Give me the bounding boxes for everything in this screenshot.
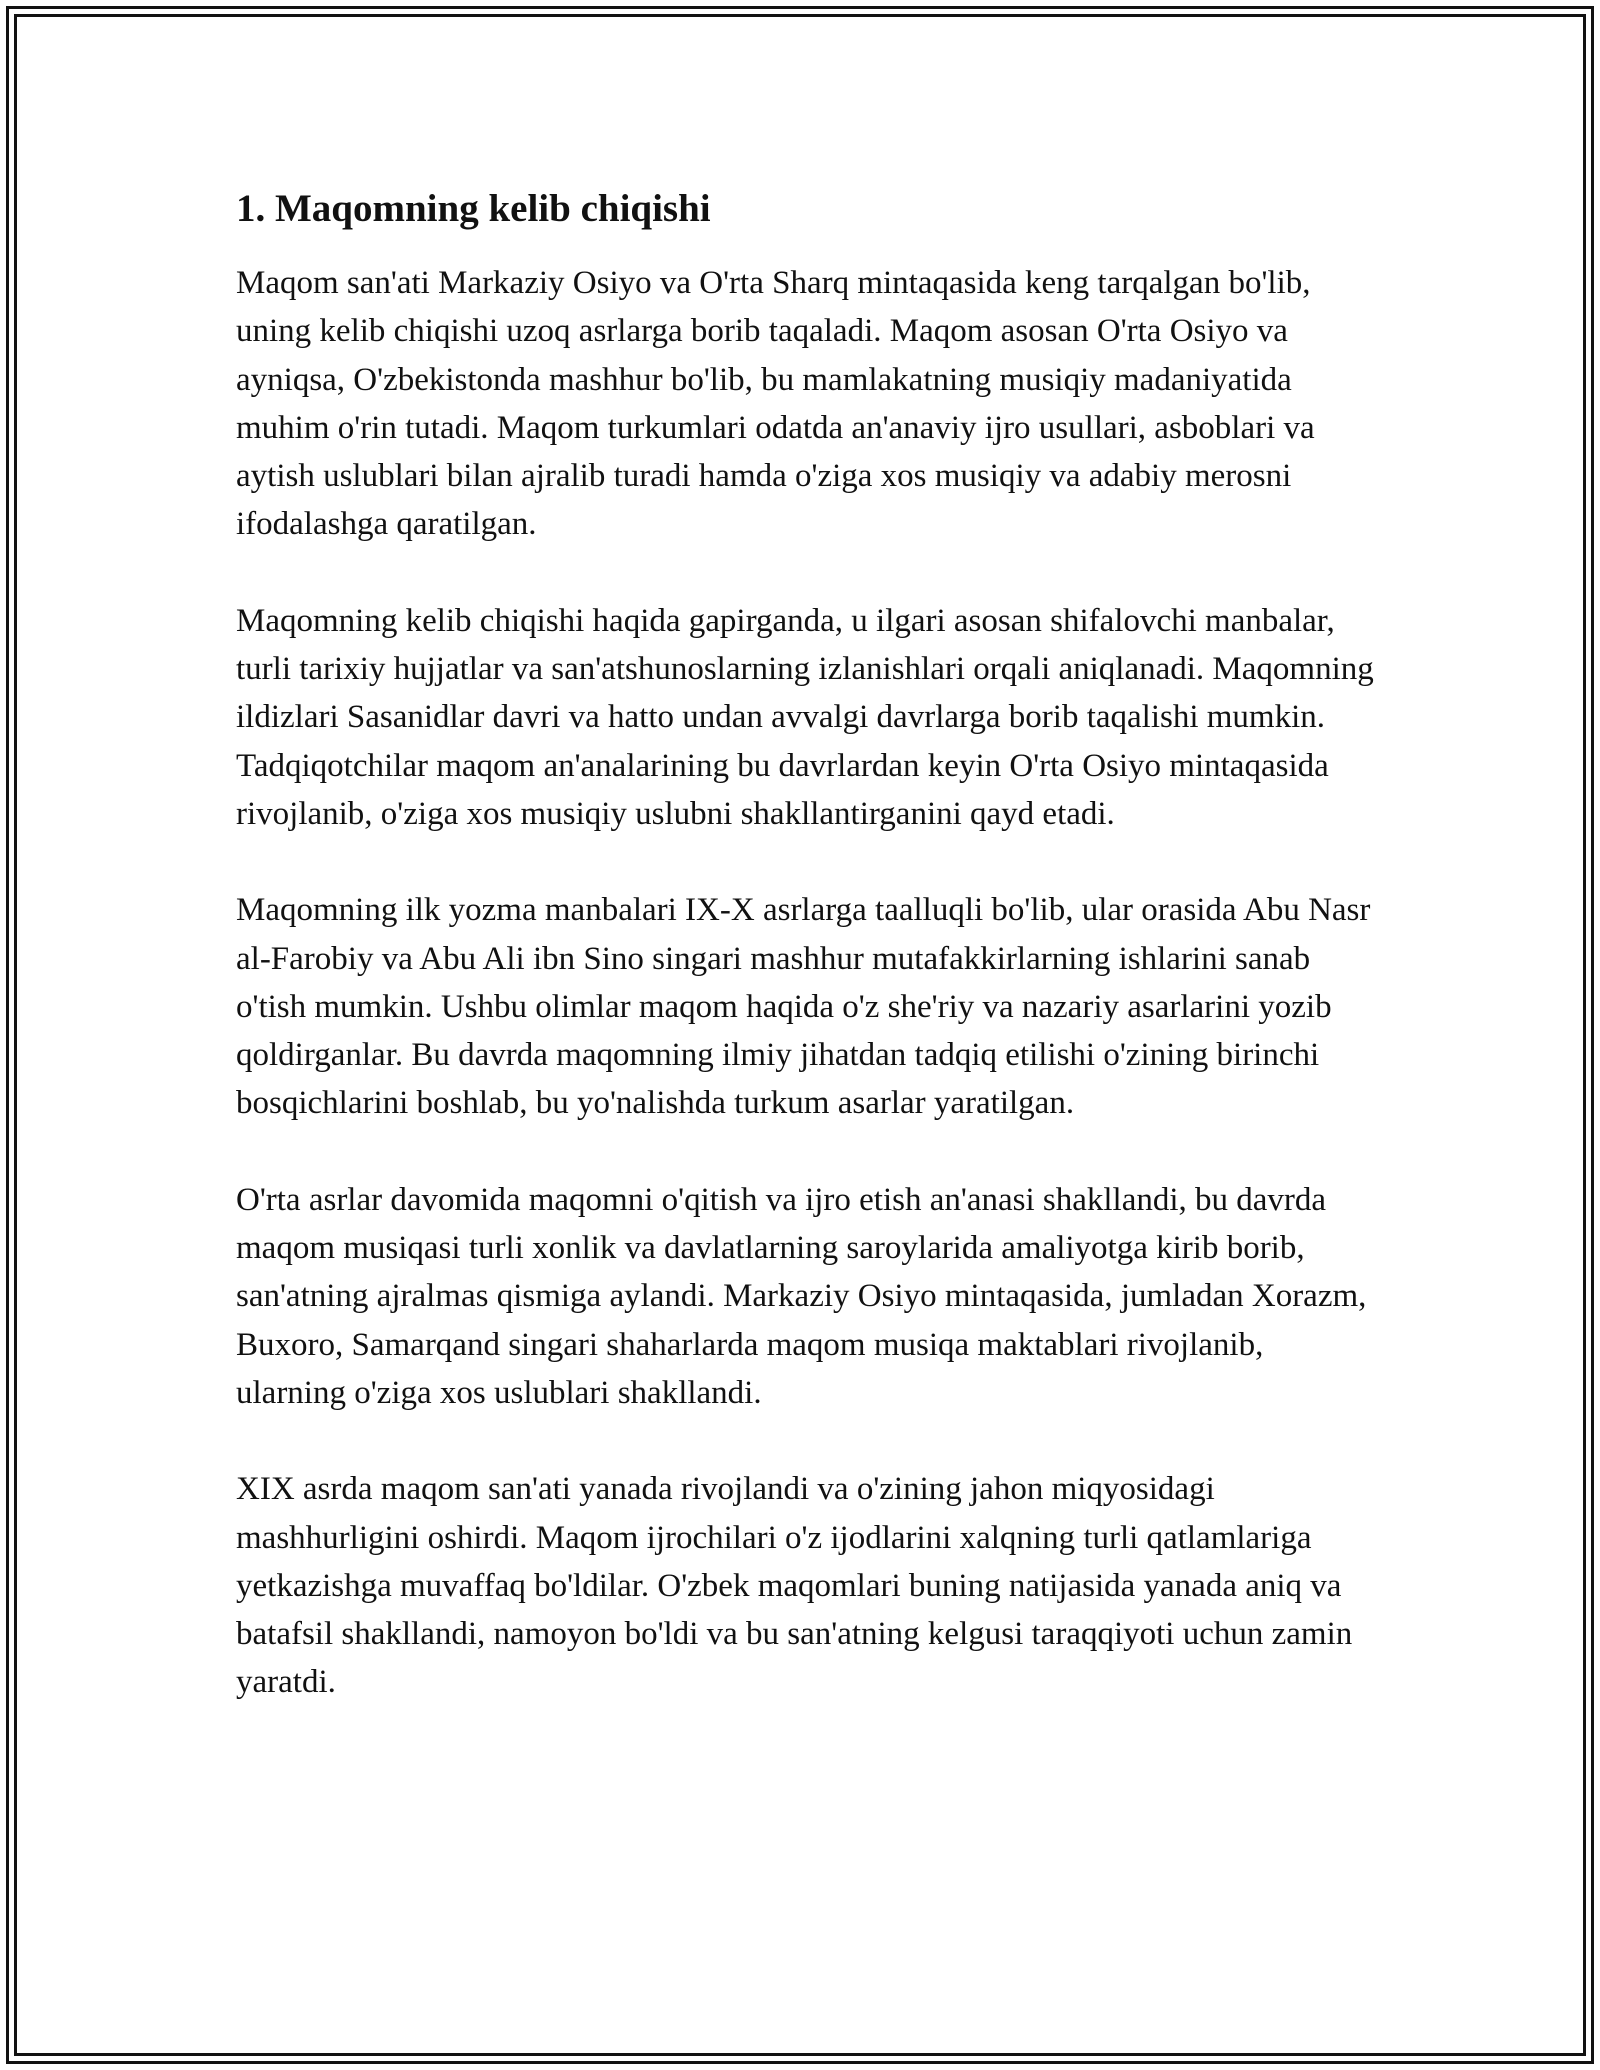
paragraph-1: Maqom san'ati Markaziy Osiyo va O'rta Sharq mintaqasida keng tarqalgan bo'lib, uning kelib chiqishi uzoq asrlarga borib taqaladi. Maqom asosan O'rta Osiyo va ayniqsa, O'zbekistonda mashhur bo'lib, bu mamlakatning musiqiy madaniyatida muhim o'rin tutadi. Maqom turkumlari odatda an'anaviy ijro usullari, asboblari va aytish uslublari bilan ajralib turadi hamda o'ziga xos musiqiy va adabiy merosni ifodalashga qaratilgan.: [236, 265, 1315, 543]
document-body: [236, 185, 1376, 1755]
section-heading: 1. Maqomning kelib chiqishi: [236, 187, 711, 230]
paragraph-5: XIX asrda maqom san'ati yanada rivojlandi va o'zining jahon miqyosidagi mashhurligini oshirdi. Maqom ijrochilari o'z ijodlarini xalqning turli qatlamlariga yetkazishga muvaffaq bo'ldilar. O'zbek maqomlari buning natijasida yanada aniq va batafsil shakllandi, namoyon bo'ldi va bu san'atning kelgusi taraqqiyoti uchun zamin yaratdi.: [236, 1471, 1353, 1701]
paragraph-3: Maqomning ilk yozma manbalari IX-X asrlarga taalluqli bo'lib, ular orasida Abu Nasr al-Farobiy va Abu Ali ibn Sino singari mashhur mutafakkirlarning ishlarini sanab o'tish mumkin. Ushbu olimlar maqom haqida o'z she'riy va nazariy asarlarini yozib qoldirganlar. Bu davrda maqomning ilmiy jihatdan tadqiq etilishi o'zining birinchi bosqichlarini boshlab, bu yo'nalishda turkum asarlar yaratilgan.: [236, 892, 1371, 1122]
paragraph-4: O'rta asrlar davomida maqomni o'qitish va ijro etish an'anasi shakllandi, bu davrda maqom musiqasi turli xonlik va davlatlarning saroylarida amaliyotga kirib borib, san'atning ajralmas qismiga aylandi. Markaziy Osiyo mintaqasida, jumladan Xorazm, Buxoro, Samarqand singari shaharlarda maqom musiqa maktablari rivojlanib, ularning o'ziga xos uslublari shakllandi.: [236, 1181, 1367, 1411]
paragraph-2: Maqomning kelib chiqishi haqida gapirganda, u ilgari asosan shifalovchi manbalar, turli tarixiy hujjatlar va san'atshunoslarning izlanishlari orqali aniqlanadi. Maqomning ildizlari Sasanidlar davri va hatto undan avvalgi davrlarga borib taqalishi mumkin. Tadqiqotchilar maqom an'analarining bu davrlardan keyin O'rta Osiyo mintaqasida rivojlanib, o'ziga xos musiqiy uslubni shakllantirganini qayd etadi.: [236, 602, 1374, 832]
